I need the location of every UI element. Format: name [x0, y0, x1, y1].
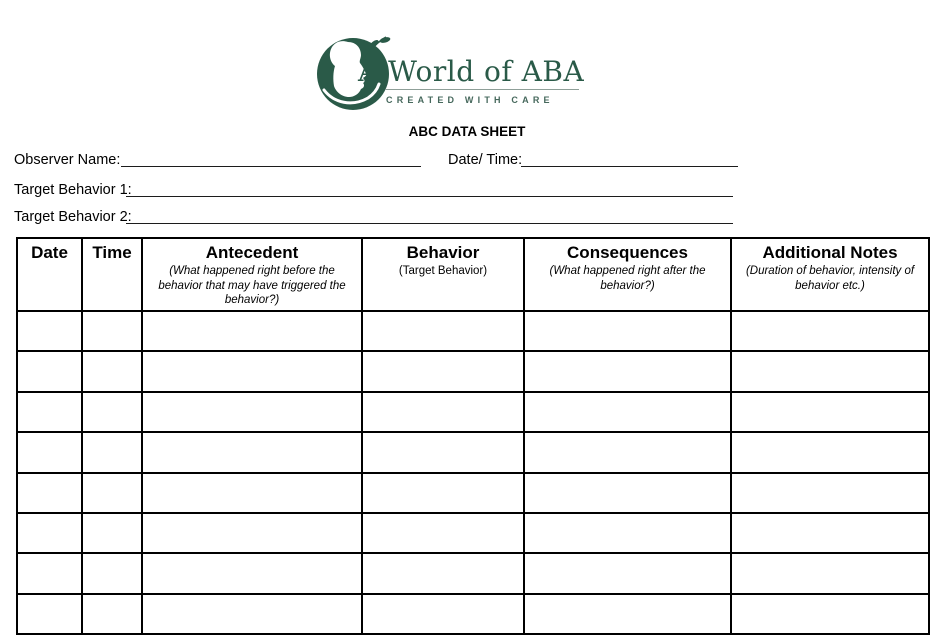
- col-header-additional-notes-subtext: (Duration of behavior, intensity of behavior etc.): [745, 265, 915, 292]
- table-cell-empty: [82, 351, 142, 391]
- table-cell-empty: [731, 311, 929, 351]
- table-cell-empty: [731, 432, 929, 472]
- table-cell-empty: [524, 473, 731, 513]
- table-header-row: [17, 238, 929, 311]
- target-behavior-1-label: Target Behavior 1:: [14, 182, 132, 198]
- col-header-consequences-label: Consequences: [567, 243, 688, 262]
- table-cell-empty: [142, 311, 362, 351]
- table-cell-empty: [524, 513, 731, 553]
- table-cell-empty: [731, 351, 929, 391]
- table-cell-empty: [362, 432, 524, 472]
- col-header-additional-notes: [731, 238, 929, 311]
- col-header-time-label: Time: [92, 243, 132, 262]
- table-cell-empty: [362, 311, 524, 351]
- document-title: ABC DATA SHEET: [408, 124, 526, 139]
- table-cell-empty: [142, 432, 362, 472]
- table-cell-empty: [524, 553, 731, 593]
- table-cell-empty: [17, 392, 82, 432]
- col-header-antecedent: [142, 238, 362, 311]
- table-cell-empty: [362, 513, 524, 553]
- table-row: [17, 392, 929, 432]
- col-header-consequences: [524, 238, 731, 311]
- table-cell-empty: [362, 351, 524, 391]
- observer-name-label: Observer Name:: [14, 152, 121, 168]
- table-cell-empty: [82, 513, 142, 553]
- table-cell-empty: [82, 392, 142, 432]
- col-header-time: [82, 238, 142, 311]
- table-cell-empty: [731, 513, 929, 553]
- col-header-behavior: [362, 238, 524, 311]
- table-cell-empty: [362, 553, 524, 593]
- table-cell-empty: [142, 392, 362, 432]
- date-time-blank: [521, 166, 738, 167]
- table-cell-empty: [82, 473, 142, 513]
- col-header-behavior-label: Behavior: [406, 243, 480, 262]
- col-header-antecedent-subtext: (What happened right before the behavior that may have triggered the behavior?): [158, 265, 346, 306]
- brand-divider: [385, 89, 579, 90]
- observer-name-blank: [121, 166, 421, 167]
- table-row: [17, 351, 929, 391]
- table-cell-empty: [524, 432, 731, 472]
- col-header-consequences-subtext: (What happened right after the behavior?): [549, 265, 706, 292]
- col-header-behavior-subtext: (Target Behavior): [398, 265, 488, 277]
- table-cell-empty: [82, 311, 142, 351]
- table-row: [17, 311, 929, 351]
- table-cell-empty: [17, 351, 82, 391]
- table-cell-empty: [82, 432, 142, 472]
- table-cell-empty: [142, 513, 362, 553]
- date-time-label: Date/ Time:: [448, 152, 523, 168]
- table-cell-empty: [731, 473, 929, 513]
- table-cell-empty: [17, 311, 82, 351]
- table-cell-empty: [524, 351, 731, 391]
- table-row: [17, 432, 929, 472]
- target-behavior-2-blank: [126, 223, 733, 224]
- col-header-date-label: Date: [31, 243, 68, 262]
- brand-tagline: CREATED WITH CARE: [386, 95, 554, 105]
- col-header-date: [17, 238, 82, 311]
- table-cell-empty: [362, 392, 524, 432]
- table-cell-empty: [142, 553, 362, 593]
- table-cell-empty: [731, 392, 929, 432]
- target-behavior-1-blank: [126, 196, 733, 197]
- table-cell-empty: [731, 553, 929, 593]
- table-cell-empty: [82, 553, 142, 593]
- table-row: [17, 553, 929, 593]
- table-cell-empty: [17, 432, 82, 472]
- table-row: [17, 473, 929, 513]
- table-cell-empty: [17, 513, 82, 553]
- col-header-antecedent-label: Antecedent: [205, 243, 299, 262]
- table-cell-empty: [524, 311, 731, 351]
- brand-name: A World of ABA: [358, 55, 585, 88]
- target-behavior-2-label: Target Behavior 2:: [14, 209, 132, 225]
- table-cell-empty: [142, 351, 362, 391]
- table-cell-empty: [362, 473, 524, 513]
- abc-data-table: [16, 237, 930, 635]
- table-cell-empty: [524, 392, 731, 432]
- table-cell-empty: [17, 553, 82, 593]
- table-cell-empty: [142, 473, 362, 513]
- col-header-additional-notes-label: Additional Notes: [762, 243, 898, 262]
- table-row: [17, 513, 929, 553]
- table-cell-empty: [17, 473, 82, 513]
